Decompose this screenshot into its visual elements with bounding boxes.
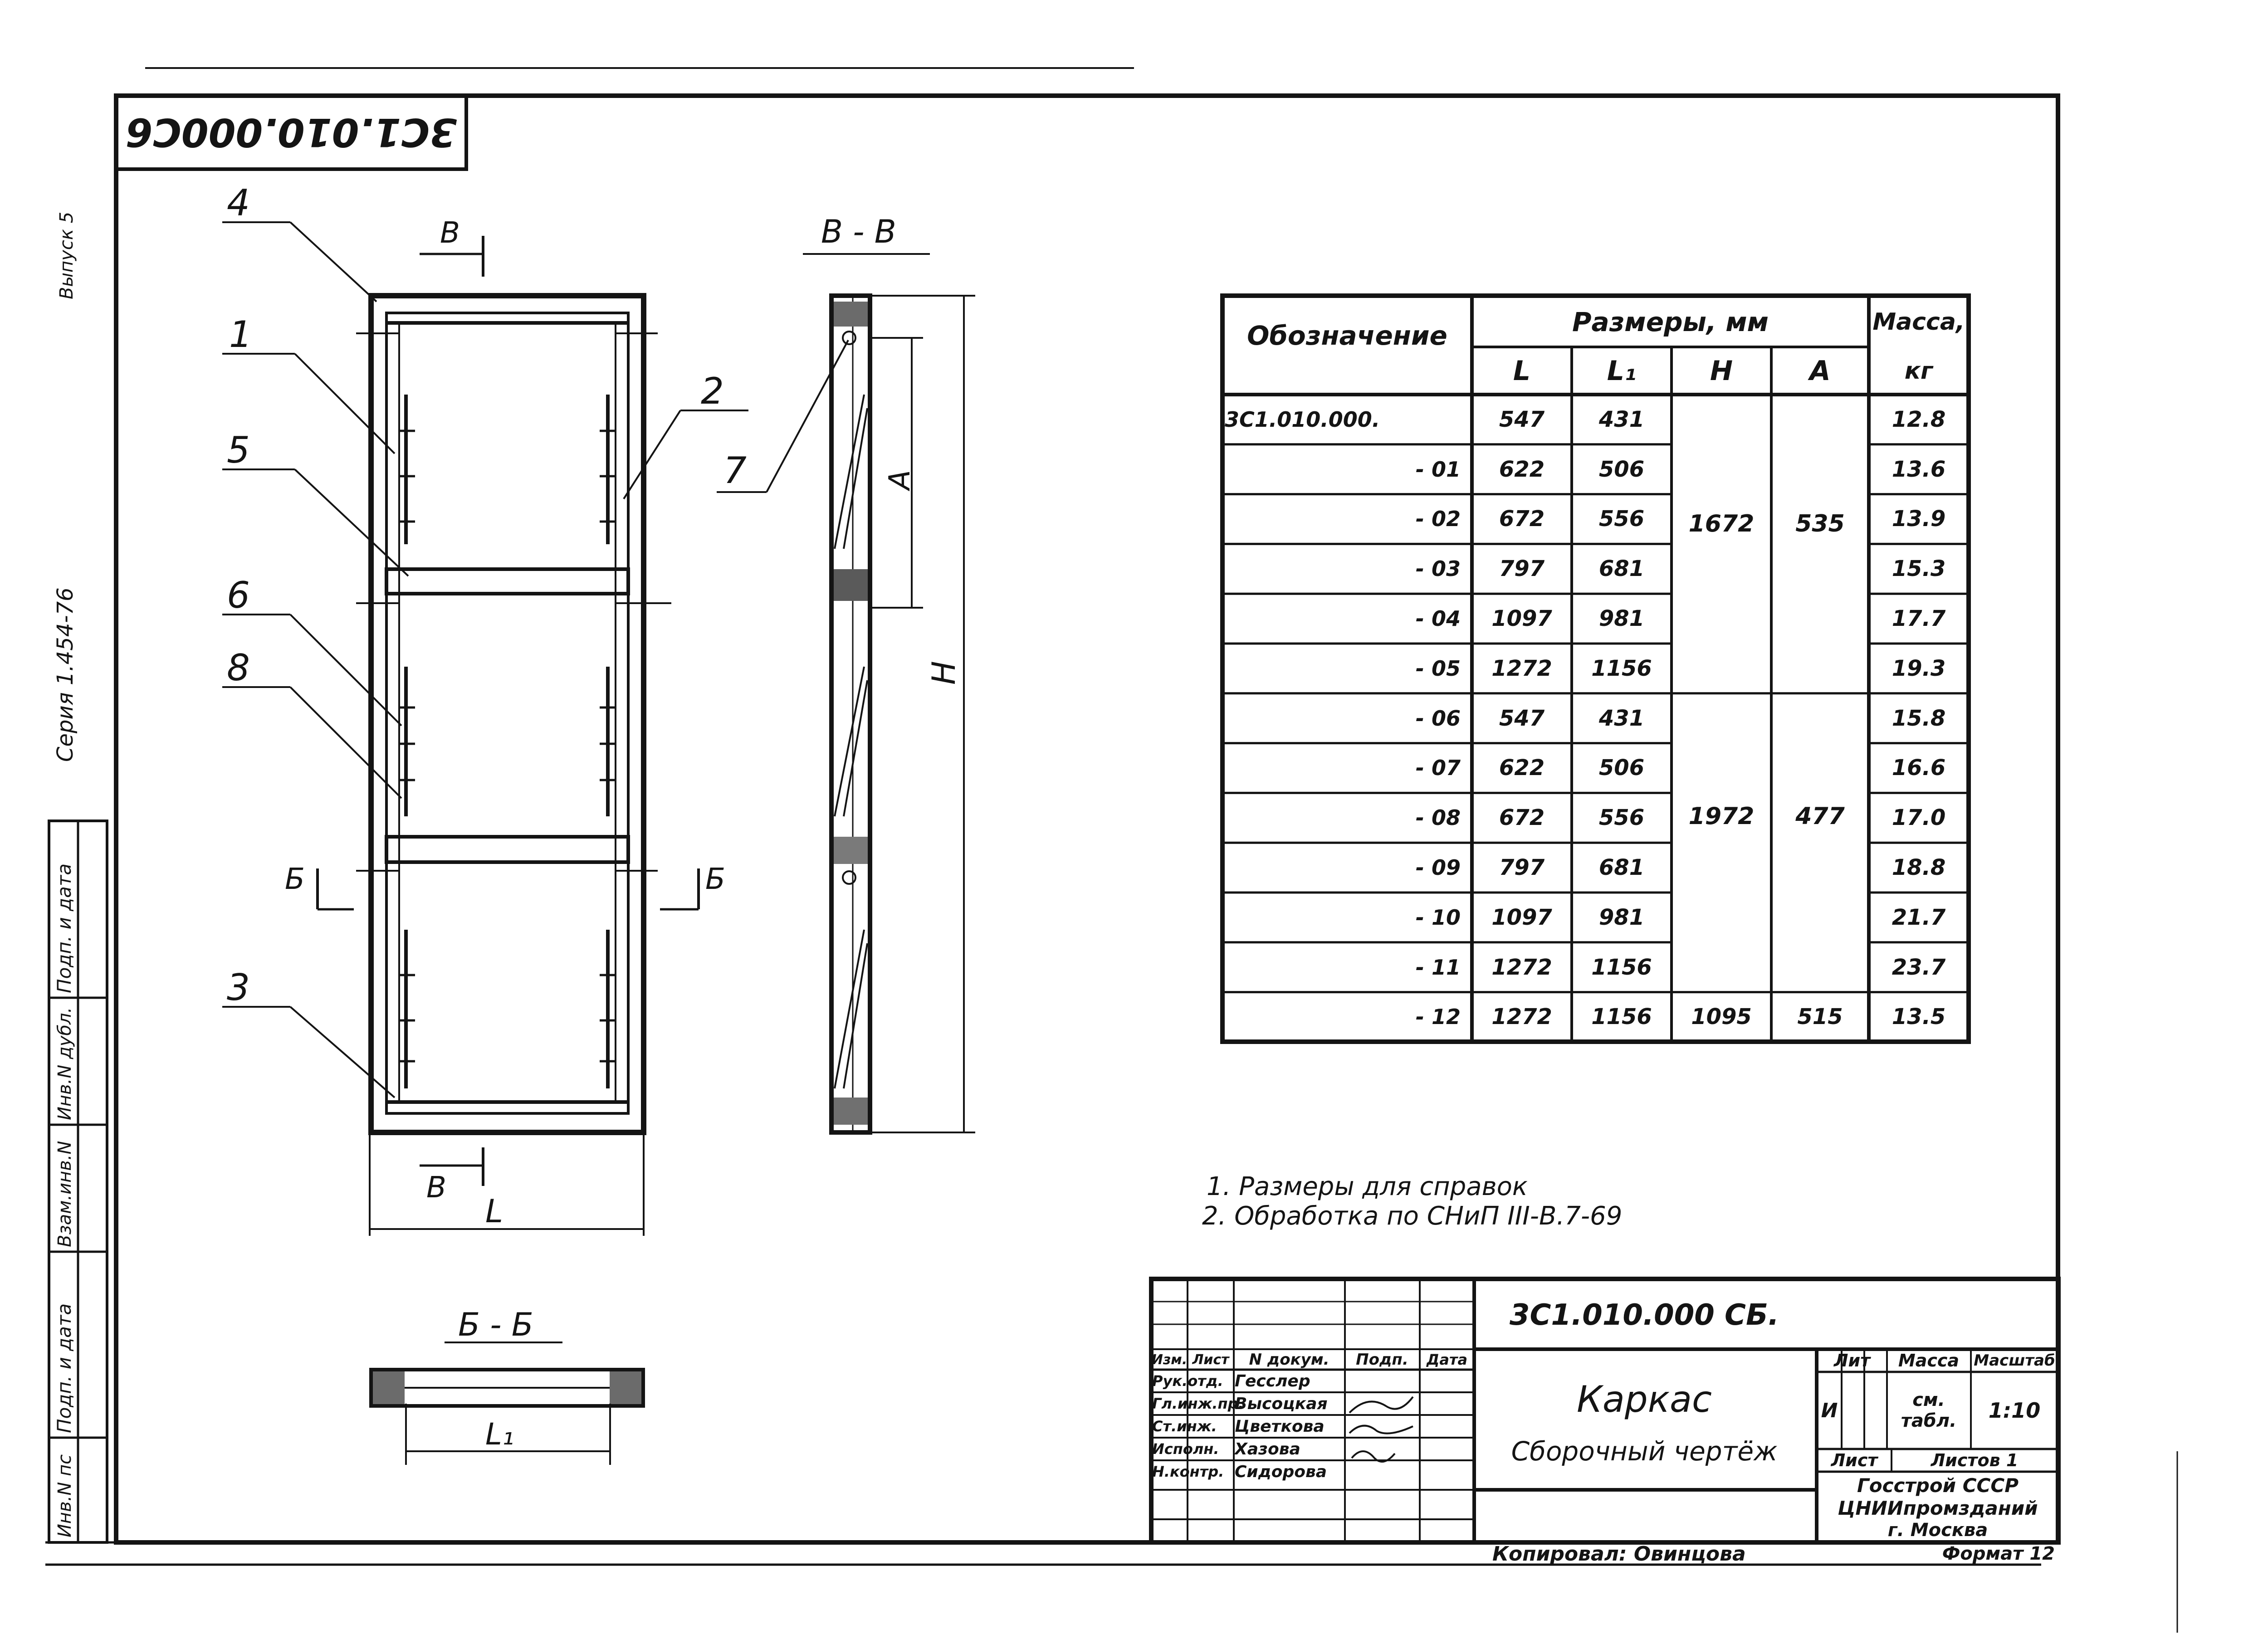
side-view — [717, 213, 975, 1132]
table-row-1-designation: - 01 — [1415, 457, 1461, 482]
strip-label-1: Инв.N пс — [54, 1454, 75, 1537]
code-stamp-text: 3C1.010.000C6 — [125, 109, 457, 155]
table-row-12-l: 1272 — [1491, 1004, 1552, 1030]
table-row-9-l1: 681 — [1598, 855, 1645, 881]
table-row-3-designation: - 03 — [1415, 556, 1461, 581]
front-view — [222, 182, 748, 1236]
table-header-designation: Обозначение — [1247, 320, 1447, 351]
table-row-12-designation: - 12 — [1415, 1005, 1461, 1029]
title-doc-type: Сборочный чертёж — [1511, 1436, 1778, 1467]
copied-by: Копировал: Овинцова — [1492, 1542, 1746, 1566]
table-header-mass-unit: кг — [1904, 357, 1933, 385]
sheet-format: Формат 12 — [1942, 1543, 2055, 1564]
table-row-12-mass: 13.5 — [1892, 1004, 1946, 1030]
table-row-6-mass: 15.8 — [1892, 705, 1946, 731]
tb-lit-head: Лит — [1833, 1351, 1871, 1371]
callout-2: 2 — [701, 370, 724, 412]
table-col-l: L — [1513, 355, 1531, 387]
table-row-7-mass: 16.6 — [1892, 755, 1946, 781]
table-row-1-mass: 13.6 — [1892, 456, 1946, 482]
side-sheet-note: Выпуск 5 — [56, 211, 77, 299]
callout-8: 8 — [227, 647, 250, 689]
tb-scale-value: 1:10 — [1988, 1398, 2041, 1423]
table-row-1-l1: 506 — [1598, 456, 1645, 482]
table-row-0-designation: 3С1.010.000. — [1225, 407, 1380, 432]
section-view-title: Б - Б — [458, 1306, 533, 1343]
table-row-1-l: 622 — [1499, 456, 1545, 482]
left-archive-strip — [49, 821, 107, 1542]
tb-role-0: Рук.отд. — [1152, 1372, 1223, 1390]
table-row-8-l1: 556 — [1598, 805, 1645, 831]
side-view-title: В - В — [821, 213, 896, 250]
table-row-4-l: 1097 — [1491, 606, 1552, 632]
table-row-3-l: 797 — [1499, 556, 1545, 582]
table-row-12-l1: 1156 — [1591, 1004, 1652, 1030]
table-row-11-l: 1272 — [1491, 954, 1552, 980]
title-drawing-code: 3С1.010.000 СБ. — [1509, 1298, 1779, 1332]
tb-person-1: Высоцкая — [1235, 1394, 1328, 1413]
table-row-3-mass: 15.3 — [1892, 556, 1946, 582]
table-col-l1: L₁ — [1607, 355, 1637, 387]
tb-mass-value: см. табл. — [1901, 1390, 1957, 1431]
tb-col-head-doc: N докум. — [1249, 1351, 1330, 1369]
table-row-10-designation: - 10 — [1415, 905, 1461, 930]
note-2: 2. Обработка по СНиП III-В.7-69 — [1202, 1201, 1623, 1231]
tb-col-head-date: Дата — [1426, 1351, 1468, 1368]
table-row-4-l1: 981 — [1598, 606, 1645, 632]
tb-col-head-sign: Подп. — [1356, 1351, 1408, 1369]
strip-label-5: Подп. и дата — [53, 863, 75, 993]
tb-sheets-label: Листов 1 — [1931, 1450, 2019, 1470]
table-row-10-mass: 21.7 — [1892, 904, 1946, 930]
tb-sheet-label: Лист — [1831, 1450, 1878, 1470]
section-mark-b-top: В — [440, 216, 460, 250]
tb-org-line-3: г. Москва — [1887, 1520, 1988, 1541]
section-view — [371, 1306, 643, 1465]
table-row-8-l: 672 — [1499, 805, 1545, 831]
callout-6: 6 — [227, 574, 250, 616]
table-row-0-mass: 12.8 — [1892, 406, 1946, 432]
tb-role-4: Н.контр. — [1152, 1463, 1224, 1480]
table-row-9-l: 797 — [1499, 855, 1545, 881]
section-mark-b-right: Б — [705, 863, 725, 896]
tb-person-3: Хазова — [1235, 1439, 1300, 1459]
table-row-0-l1: 431 — [1598, 406, 1645, 432]
tb-org-line-1: Госстрой СССР — [1857, 1474, 2019, 1497]
tb-lit-value: И — [1821, 1399, 1838, 1422]
callout-7: 7 — [723, 449, 747, 492]
table-row-12-a: 515 — [1797, 1004, 1843, 1030]
section-mark-b-bottom: В — [426, 1171, 446, 1205]
table-col-a: А — [1809, 355, 1831, 387]
table-row-10-l: 1097 — [1491, 904, 1552, 930]
table-row-6-designation: - 06 — [1415, 706, 1461, 731]
callout-1: 1 — [229, 313, 252, 356]
side-dim-a: А — [883, 470, 917, 490]
note-1: 1. Размеры для справок — [1207, 1172, 1528, 1201]
table-row-2-l: 672 — [1499, 506, 1545, 532]
table-row-3-l1: 681 — [1598, 556, 1645, 582]
table-row-8-designation: - 08 — [1415, 805, 1461, 830]
tb-col-head-izm: Изм. — [1151, 1351, 1188, 1368]
table-header-dimensions: Размеры, мм — [1572, 307, 1769, 337]
table-row-5-mass: 19.3 — [1892, 655, 1946, 681]
table-row-9-mass: 18.8 — [1892, 855, 1946, 881]
tb-mass-head: Масса — [1898, 1351, 1960, 1371]
section-dim-l1: L₁ — [485, 1417, 514, 1452]
code-stamp — [116, 96, 466, 169]
strip-label-2: Подп. и дата — [53, 1303, 75, 1433]
table-header-mass: Масса, — [1872, 308, 1965, 336]
title-name: Каркас — [1577, 1378, 1712, 1420]
table-row-2-l1: 556 — [1598, 506, 1645, 532]
group2-a: 477 — [1795, 803, 1845, 830]
table-row-7-l: 622 — [1499, 755, 1545, 781]
side-series-note: Серия 1.454-76 — [53, 587, 78, 762]
tb-role-2: Ст.инж. — [1152, 1418, 1217, 1435]
group1-h: 1672 — [1688, 510, 1755, 537]
table-row-5-l: 1272 — [1491, 655, 1552, 681]
strip-label-3: Взам.инв.N — [54, 1141, 75, 1247]
table-row-6-l1: 431 — [1598, 705, 1645, 731]
side-dim-h: Н — [925, 661, 963, 685]
table-row-11-l1: 1156 — [1591, 954, 1652, 980]
table-row-10-l1: 981 — [1598, 904, 1645, 930]
table-row-4-mass: 17.7 — [1892, 606, 1946, 632]
tb-person-0: Гесслер — [1235, 1371, 1310, 1390]
table-row-12-h: 1095 — [1691, 1004, 1752, 1030]
tb-person-4: Сидорова — [1235, 1462, 1327, 1481]
table-row-2-designation: - 02 — [1415, 507, 1461, 532]
table-col-h: Н — [1710, 355, 1733, 387]
tb-org-line-2: ЦНИИпромзданий — [1838, 1497, 2038, 1519]
table-row-5-l1: 1156 — [1591, 655, 1652, 681]
callout-5: 5 — [227, 429, 250, 471]
table-row-9-designation: - 09 — [1415, 855, 1461, 880]
strip-label-4: Инв.N дубл. — [54, 1007, 75, 1120]
tb-col-head-list: Лист — [1192, 1351, 1229, 1368]
table-row-7-l1: 506 — [1598, 755, 1645, 781]
front-dim-l: L — [485, 1193, 503, 1230]
table-row-11-mass: 23.7 — [1892, 954, 1946, 980]
group1-a: 535 — [1795, 510, 1845, 537]
callout-3: 3 — [227, 966, 250, 1009]
tb-scale-head: Масштаб — [1974, 1351, 2055, 1370]
table-row-11-designation: - 11 — [1415, 955, 1461, 980]
table-row-2-mass: 13.9 — [1892, 506, 1946, 532]
tb-person-2: Цветкова — [1235, 1417, 1325, 1436]
table-row-6-l: 547 — [1499, 705, 1545, 731]
table-row-4-designation: - 04 — [1415, 606, 1461, 631]
table-row-7-designation: - 07 — [1415, 756, 1461, 781]
section-mark-b-left: Б — [285, 863, 305, 896]
table-row-0-l: 547 — [1499, 406, 1545, 432]
tb-role-1: Гл.инж.пр. — [1152, 1395, 1244, 1412]
table-row-8-mass: 17.0 — [1892, 805, 1946, 831]
tb-role-3: Исполн. — [1152, 1440, 1219, 1458]
callout-4: 4 — [227, 182, 250, 224]
table-row-5-designation: - 05 — [1415, 656, 1461, 681]
group2-h: 1972 — [1688, 803, 1755, 830]
